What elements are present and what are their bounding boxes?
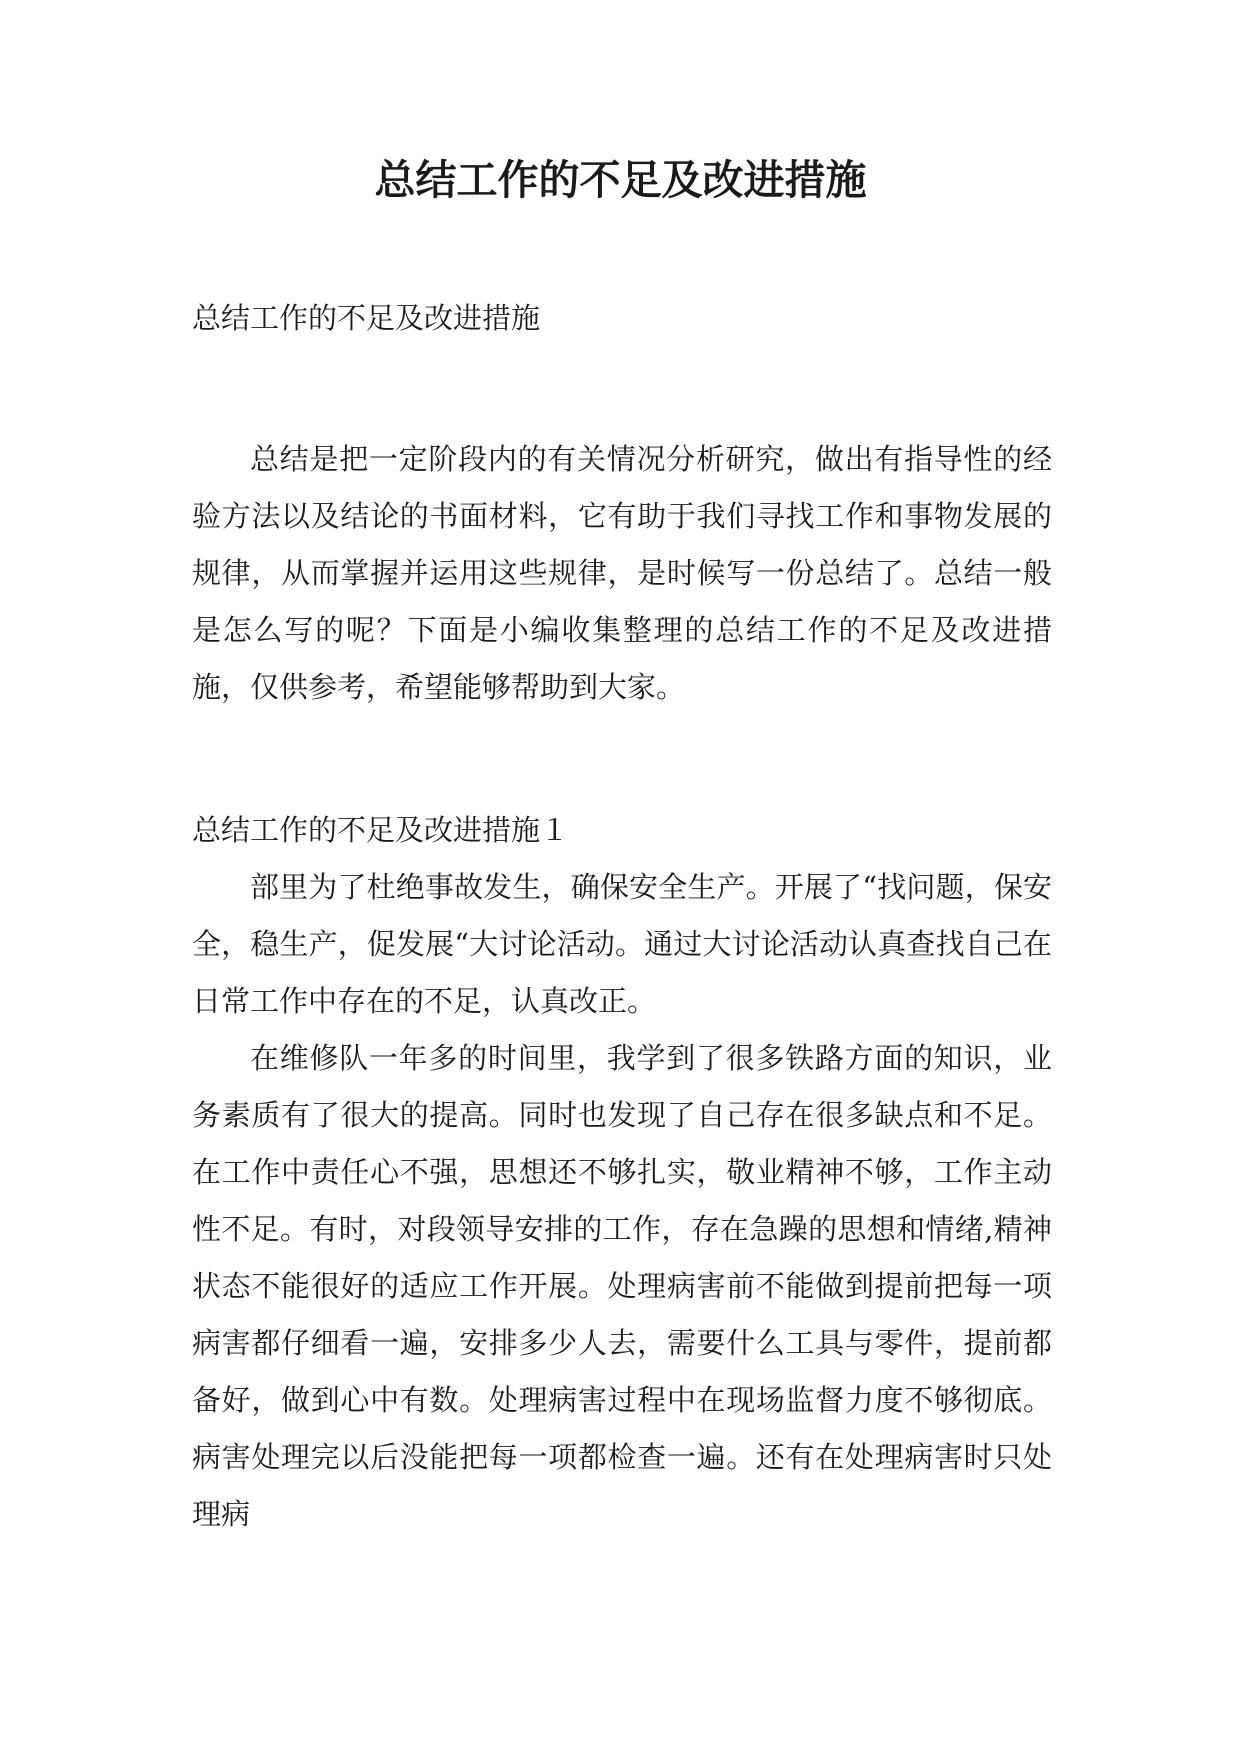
section-paragraph: 部里为了杜绝事故发生，确保安全生产。开展了“找问题，保安全，稳生产，促发展“大讨论活动。通过大讨论活动认真查找自己在日常工作中存在的不足，认真改正。 <box>192 870 1052 1018</box>
section-heading: 总结工作的不足及改进措施１ <box>192 813 570 847</box>
section-paragraph: 在维修队一年多的时间里，我学到了很多铁路方面的知识，业务素质有了很大的提高。同时也发现了自己存在很多缺点和不足。 在工作中责任心不强，思想还不够扎实，敬业精神不够，工作主动性不足。有时，对段领导安排的工作，存在急躁的思想和情绪,精神状态不能很好的适应工作开展。处理病害前不能做到提前把每一项病害都仔细看一遍，安排多少人去，需要什么工具与零件，提前都备好，做到心中有数。处理病害过程中在现场监督力度不够彻底。病害处理完以后没能把每一项都检查一遍。还有在处理病害时只处理病 <box>192 1041 1052 1531</box>
document-body <box>192 290 1052 1543</box>
intro-paragraph: 总结是把一定阶段内的有关情况分析研究，做出有指导性的经验方法以及结论的书面材料，它有助于我们寻找工作和事物发展的规律，从而掌握并运用这些规律，是时候写一份总结了。总结一般是怎么写的呢？下面是小编收集整理的总结工作的不足及改进措施，仅供参考，希望能够帮助到大家。 <box>192 442 1052 704</box>
document-subtitle: 总结工作的不足及改进措施 <box>192 301 541 335</box>
document-title: 总结工作的不足及改进措施 <box>374 156 867 204</box>
